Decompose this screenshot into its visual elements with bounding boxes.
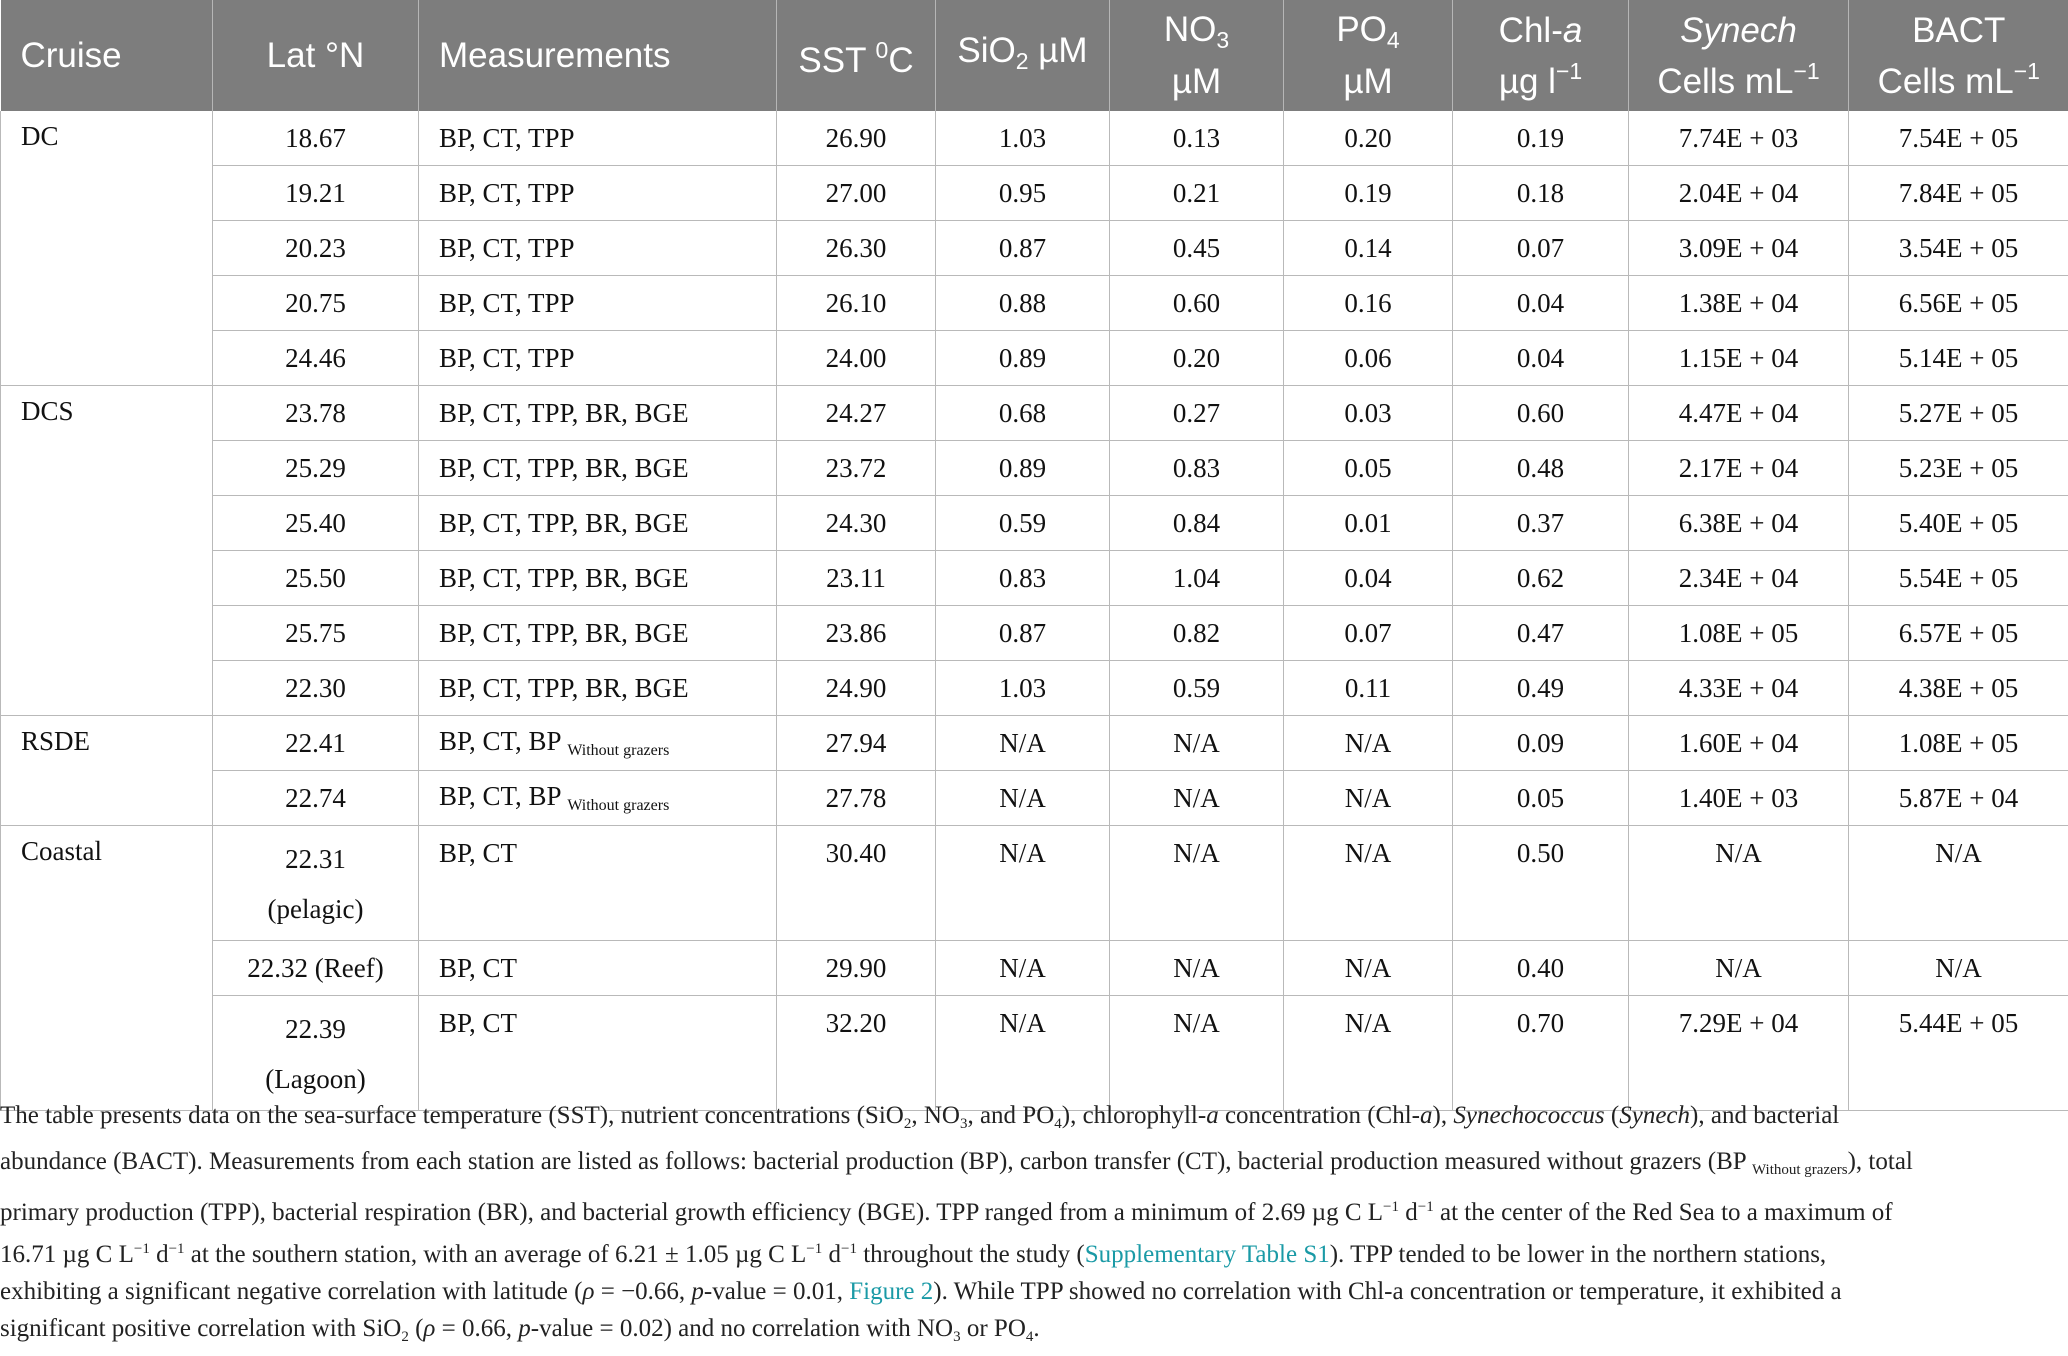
cell-lat: 22.41 <box>213 716 419 771</box>
cell-meas: BP, CT, TPP <box>419 331 777 386</box>
cell-no3: 0.83 <box>1110 441 1284 496</box>
table-row <box>1 941 2068 996</box>
cell-no3: 0.82 <box>1110 606 1284 661</box>
cell-meas: BP, CT, TPP, BR, BGE <box>419 386 777 441</box>
footnote-line-3: primary production (TPP), bacterial respiration (BR), and bacterial growth efficiency (BGE). TPP ranged from a minimum of 2.69 µg C $L^{-1}$ $d^{-1}$ at the center of the Red Sea to a maximum of <box>0 1189 2060 1231</box>
cell-no3: N/A <box>1110 996 1284 1111</box>
cell-lat: 18.67 <box>213 111 419 166</box>
cell-po4: 0.06 <box>1284 331 1453 386</box>
cell-sio2: 1.03 <box>936 111 1110 166</box>
cell-synech: 7.74E + 03 <box>1629 111 1849 166</box>
cell-sst: 23.72 <box>777 441 936 496</box>
header-measurements: Measurements <box>419 0 777 111</box>
cell-cruise: RSDE <box>1 716 213 826</box>
cell-meas: BP, CT, TPP, BR, BGE <box>419 606 777 661</box>
cell-cruise: DC <box>1 111 213 386</box>
cell-po4: N/A <box>1284 941 1453 996</box>
table-row <box>1 551 2068 606</box>
cell-synech: 2.17E + 04 <box>1629 441 1849 496</box>
cell-lat: 22.32 (Reef) <box>213 941 419 996</box>
cell-no3: N/A <box>1110 941 1284 996</box>
cell-bact: 4.38E + 05 <box>1849 661 2068 716</box>
cell-sio2: 0.87 <box>936 221 1110 276</box>
cell-no3: 0.21 <box>1110 166 1284 221</box>
cell-no3: N/A <box>1110 826 1284 941</box>
cell-sst: 24.30 <box>777 496 936 551</box>
cell-po4: 0.05 <box>1284 441 1453 496</box>
header-bact: BACT Cells $mL^{-1}$ <box>1849 0 2068 111</box>
meas-subscript: Without grazers <box>567 742 669 759</box>
cell-lat: 20.23 <box>213 221 419 276</box>
footnote-line-5: exhibiting a significant negative correlation with latitude (ρ = −0.66, p-value = 0.01, Figure 2). While TPP showed no correlation with Chl-a concentration or temperature, it exhibited a <box>0 1273 2060 1310</box>
cell-sst: 27.94 <box>777 716 936 771</box>
cell-no3: N/A <box>1110 716 1284 771</box>
cell-sio2: N/A <box>936 826 1110 941</box>
cell-meas: BP, CT, TPP, BR, BGE <box>419 441 777 496</box>
cell-chl: 0.70 <box>1453 996 1629 1111</box>
meas-text: BP, CT, BP <box>439 726 561 756</box>
cell-sst: 26.30 <box>777 221 936 276</box>
cell-synech: 3.09E + 04 <box>1629 221 1849 276</box>
cell-lat: 24.46 <box>213 331 419 386</box>
cell-sst: 23.86 <box>777 606 936 661</box>
cell-bact: 7.54E + 05 <box>1849 111 2068 166</box>
cell-no3: 0.27 <box>1110 386 1284 441</box>
table-row <box>1 716 2068 771</box>
cell-sio2: N/A <box>936 716 1110 771</box>
cell-po4: 0.11 <box>1284 661 1453 716</box>
cell-sst: 27.78 <box>777 771 936 826</box>
cell-chl: 0.47 <box>1453 606 1629 661</box>
cell-bact: 5.40E + 05 <box>1849 496 2068 551</box>
cell-no3: 0.13 <box>1110 111 1284 166</box>
cell-chl: 0.62 <box>1453 551 1629 606</box>
cell-meas: BP, CT, TPP <box>419 166 777 221</box>
cell-meas <box>419 716 777 771</box>
cell-sio2: N/A <box>936 941 1110 996</box>
cell-sst: 24.00 <box>777 331 936 386</box>
cell-cruise: Coastal <box>1 826 213 1111</box>
cell-lat: 25.29 <box>213 441 419 496</box>
footnote-line-1: The table presents data on the sea-surface temperature (SST), nutrient concentrations (SiO$_2$, $NO_3$, and $PO_4$), chlorophyll-a concentration (Chl-a), Synechococcus (Synech), and bacterial <box>0 1097 2060 1143</box>
cell-bact: 1.08E + 05 <box>1849 716 2068 771</box>
cell-lat <box>213 996 419 1111</box>
cell-po4: 0.04 <box>1284 551 1453 606</box>
cell-sst: 30.40 <box>777 826 936 941</box>
cell-chl: 0.04 <box>1453 276 1629 331</box>
cell-po4: 0.03 <box>1284 386 1453 441</box>
cell-meas: BP, CT <box>419 826 777 941</box>
cell-bact: 5.54E + 05 <box>1849 551 2068 606</box>
cell-chl: 0.18 <box>1453 166 1629 221</box>
header-synech: Synech Cells $mL^{-1}$ <box>1629 0 1849 111</box>
cell-bact: 5.14E + 05 <box>1849 331 2068 386</box>
table-row <box>1 331 2068 386</box>
cell-synech: N/A <box>1629 826 1849 941</box>
cell-chl: 0.07 <box>1453 221 1629 276</box>
cell-meas: BP, CT, TPP <box>419 221 777 276</box>
header-po4: $PO_4$ µM <box>1284 0 1453 111</box>
lat-site: (Lagoon) <box>265 1064 365 1094</box>
lat-value: 22.39 <box>285 1014 346 1044</box>
table-row <box>1 221 2068 276</box>
cell-lat: 25.40 <box>213 496 419 551</box>
footnote-line-6: significant positive correlation with SiO$_2$ (ρ = 0.66, p-value = 0.02) and no correlation with $NO_3$ or $PO_4$. <box>0 1310 2060 1356</box>
cell-synech: 1.60E + 04 <box>1629 716 1849 771</box>
table-row <box>1 276 2068 331</box>
cell-lat: 25.75 <box>213 606 419 661</box>
cell-po4: N/A <box>1284 826 1453 941</box>
cell-synech: 2.04E + 04 <box>1629 166 1849 221</box>
cell-sst: 23.11 <box>777 551 936 606</box>
cell-po4: N/A <box>1284 996 1453 1111</box>
cell-po4: 0.16 <box>1284 276 1453 331</box>
cell-meas: BP, CT, TPP <box>419 111 777 166</box>
cell-meas: BP, CT <box>419 941 777 996</box>
cell-sio2: 0.68 <box>936 386 1110 441</box>
table-body <box>1 111 2068 1111</box>
cell-no3: 0.60 <box>1110 276 1284 331</box>
footnote-line-2: abundance (BACT). Measurements from each station are listed as follows: bacterial production (BP), carbon transfer (CT), bacterial production measured without grazers (BP $_{Without grazers}$), total <box>0 1143 2060 1189</box>
cell-po4: 0.19 <box>1284 166 1453 221</box>
cell-meas: BP, CT, TPP <box>419 276 777 331</box>
table-row <box>1 166 2068 221</box>
cell-chl: 0.60 <box>1453 386 1629 441</box>
cell-lat <box>213 826 419 941</box>
cell-sio2: 0.95 <box>936 166 1110 221</box>
cell-sst: 27.00 <box>777 166 936 221</box>
table-row <box>1 826 2068 941</box>
cell-sio2: 0.83 <box>936 551 1110 606</box>
cell-sio2: N/A <box>936 996 1110 1111</box>
cell-meas: BP, CT, TPP, BR, BGE <box>419 551 777 606</box>
lat-site: (pelagic) <box>268 894 364 924</box>
cell-bact: N/A <box>1849 941 2068 996</box>
cell-no3: N/A <box>1110 771 1284 826</box>
header-sst: SST $^0$C <box>777 0 936 111</box>
cell-chl: 0.50 <box>1453 826 1629 941</box>
header-chl: Chl-a µg $l^{-1}$ <box>1453 0 1629 111</box>
cell-synech: 2.34E + 04 <box>1629 551 1849 606</box>
cell-chl: 0.09 <box>1453 716 1629 771</box>
cell-synech: 1.38E + 04 <box>1629 276 1849 331</box>
header-sio2: SiO$_2$ µM <box>936 0 1110 111</box>
cell-synech: 1.15E + 04 <box>1629 331 1849 386</box>
cell-bact: 6.57E + 05 <box>1849 606 2068 661</box>
table-row <box>1 441 2068 496</box>
cell-sio2: N/A <box>936 771 1110 826</box>
table-row <box>1 661 2068 716</box>
cell-po4: N/A <box>1284 771 1453 826</box>
cell-sst: 32.20 <box>777 996 936 1111</box>
cell-chl: 0.37 <box>1453 496 1629 551</box>
table-row <box>1 996 2068 1111</box>
cell-synech: 7.29E + 04 <box>1629 996 1849 1111</box>
header-cruise: Cruise <box>1 0 213 111</box>
cell-chl: 0.04 <box>1453 331 1629 386</box>
cell-sio2: 0.89 <box>936 331 1110 386</box>
cell-lat: 20.75 <box>213 276 419 331</box>
cell-no3: 0.84 <box>1110 496 1284 551</box>
table-row <box>1 111 2068 166</box>
cell-bact: 5.44E + 05 <box>1849 996 2068 1111</box>
cell-chl: 0.48 <box>1453 441 1629 496</box>
cell-sst: 24.90 <box>777 661 936 716</box>
table-row <box>1 606 2068 661</box>
header-lat: Lat °N <box>213 0 419 111</box>
cell-no3: 0.59 <box>1110 661 1284 716</box>
cell-synech: 1.40E + 03 <box>1629 771 1849 826</box>
cell-sst: 24.27 <box>777 386 936 441</box>
cell-chl: 0.19 <box>1453 111 1629 166</box>
table-row <box>1 386 2068 441</box>
cell-po4: N/A <box>1284 716 1453 771</box>
meas-text: BP, CT, BP <box>439 781 561 811</box>
table-row <box>1 771 2068 826</box>
meas-subscript: Without grazers <box>567 797 669 814</box>
cell-no3: 0.45 <box>1110 221 1284 276</box>
cell-no3: 1.04 <box>1110 551 1284 606</box>
cell-lat: 22.74 <box>213 771 419 826</box>
cell-sst: 29.90 <box>777 941 936 996</box>
cell-meas: BP, CT <box>419 996 777 1111</box>
cell-no3: 0.20 <box>1110 331 1284 386</box>
cell-chl: 0.40 <box>1453 941 1629 996</box>
cell-sio2: 0.87 <box>936 606 1110 661</box>
cell-sio2: 0.59 <box>936 496 1110 551</box>
cell-sst: 26.10 <box>777 276 936 331</box>
cell-po4: 0.07 <box>1284 606 1453 661</box>
cell-lat: 23.78 <box>213 386 419 441</box>
cell-bact: 5.87E + 04 <box>1849 771 2068 826</box>
cell-lat: 19.21 <box>213 166 419 221</box>
cell-sio2: 0.89 <box>936 441 1110 496</box>
cell-sst: 26.90 <box>777 111 936 166</box>
cell-meas: BP, CT, TPP, BR, BGE <box>419 496 777 551</box>
cell-chl: 0.05 <box>1453 771 1629 826</box>
cell-bact: 6.56E + 05 <box>1849 276 2068 331</box>
footnote-line-4: 16.71 µg C $L^{-1}$ $d^{-1}$ at the southern station, with an average of 6.21 ± 1.05 µg C $L^{-1}$ $d^{-1}$ throughout the study (Supplementary Table S1). TPP tended to be lower in the northern stations, <box>0 1231 2060 1273</box>
cell-bact: 5.27E + 05 <box>1849 386 2068 441</box>
supplementary-table-link[interactable]: Supplementary Table S1 <box>1085 1241 1330 1268</box>
cell-po4: 0.01 <box>1284 496 1453 551</box>
cell-synech: 4.47E + 04 <box>1629 386 1849 441</box>
cell-synech: 6.38E + 04 <box>1629 496 1849 551</box>
cell-po4: 0.20 <box>1284 111 1453 166</box>
cell-po4: 0.14 <box>1284 221 1453 276</box>
cell-synech: 1.08E + 05 <box>1629 606 1849 661</box>
cell-chl: 0.49 <box>1453 661 1629 716</box>
cell-sio2: 0.88 <box>936 276 1110 331</box>
cell-meas <box>419 771 777 826</box>
cell-bact: 3.54E + 05 <box>1849 221 2068 276</box>
header-no3: $NO_3$ µM <box>1110 0 1284 111</box>
cell-bact: 5.23E + 05 <box>1849 441 2068 496</box>
cell-synech: 4.33E + 04 <box>1629 661 1849 716</box>
cell-bact: 7.84E + 05 <box>1849 166 2068 221</box>
table-header <box>1 0 2068 111</box>
figure-2-link[interactable]: Figure 2 <box>849 1278 933 1305</box>
cell-bact: N/A <box>1849 826 2068 941</box>
cell-synech: N/A <box>1629 941 1849 996</box>
cell-meas: BP, CT, TPP, BR, BGE <box>419 661 777 716</box>
table-row <box>1 496 2068 551</box>
cell-cruise: DCS <box>1 386 213 716</box>
cell-lat: 22.30 <box>213 661 419 716</box>
lat-value: 22.31 <box>285 844 346 874</box>
cell-lat: 25.50 <box>213 551 419 606</box>
table-footnote <box>0 1097 2060 1356</box>
cell-sio2: 1.03 <box>936 661 1110 716</box>
